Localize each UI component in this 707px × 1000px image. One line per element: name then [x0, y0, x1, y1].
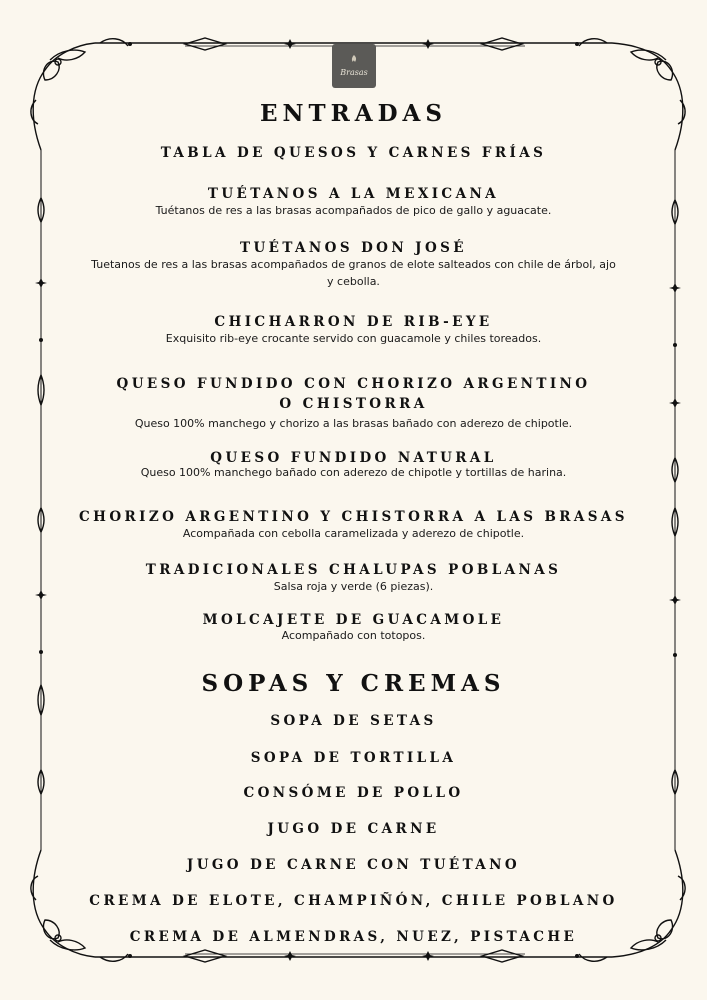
- menu-item-title: SOPA DE SETAS: [270, 713, 437, 729]
- menu-item-description: Acompañada con cebolla caramelizada y aderezo de chipotle.: [182, 527, 525, 540]
- menu-item-title: QUESO FUNDIDO CON CHORIZO ARGENTINO O CHISTORRA: [116, 376, 591, 412]
- menu-item-title: JUGO DE CARNE: [267, 821, 440, 837]
- section-title-sopas-y-cremas: SOPAS Y CREMAS: [201, 670, 506, 697]
- menu-item-description: Tuétanos de res a las brasas acompañados de pico de gallo y aguacate.: [155, 204, 552, 217]
- menu-item-title: QUESO FUNDIDO NATURAL: [210, 450, 497, 466]
- menu-item-title: JUGO DE CARNE CON TUÉTANO: [186, 857, 521, 873]
- section-title-entradas: ENTRADAS: [259, 100, 448, 127]
- menu-item-title: CHORIZO ARGENTINO Y CHISTORRA A LAS BRASAS: [79, 509, 628, 525]
- menu-item-description: Queso 100% manchego bañado con aderezo de chipotle y tortillas de harina.: [140, 466, 567, 479]
- menu-item-description: Exquisito rib-eye crocante servido con guacamole y chiles toreados.: [165, 332, 542, 345]
- menu-item-title: CONSÓME DE POLLO: [243, 785, 464, 801]
- menu-item-title: TRADICIONALES CHALUPAS POBLANAS: [145, 562, 562, 578]
- menu-item-title: CREMA DE ALMENDRAS, NUEZ, PISTACHE: [129, 929, 578, 945]
- menu-item-description: Tuetanos de res a las brasas acompañados de granos de elote salteados con chile de árbol, ajo y cebolla.: [91, 258, 616, 288]
- menu-item-title: TUÉTANOS DON JOSÉ: [240, 240, 467, 256]
- menu-item-description: Salsa roja y verde (6 piezas).: [273, 580, 434, 593]
- menu-item-title: SOPA DE TORTILLA: [250, 750, 457, 766]
- menu-item-title: CHICHARRON DE RIB-EYE: [214, 314, 493, 330]
- menu-item-title: TUÉTANOS A LA MEXICANA: [207, 186, 500, 202]
- menu-item-title: CREMA DE ELOTE, CHAMPIÑÓN, CHILE POBLANO: [89, 893, 618, 909]
- menu-item-description: Queso 100% manchego y chorizo a las brasas bañado con aderezo de chipotle.: [134, 417, 573, 430]
- logo-text: Brasas: [340, 68, 368, 77]
- menu-item-title: MOLCAJETE DE GUACAMOLE: [202, 612, 505, 628]
- menu-item-description: Acompañado con totopos.: [281, 629, 426, 642]
- menu-item-title: TABLA DE QUESOS Y CARNES FRÍAS: [160, 145, 547, 161]
